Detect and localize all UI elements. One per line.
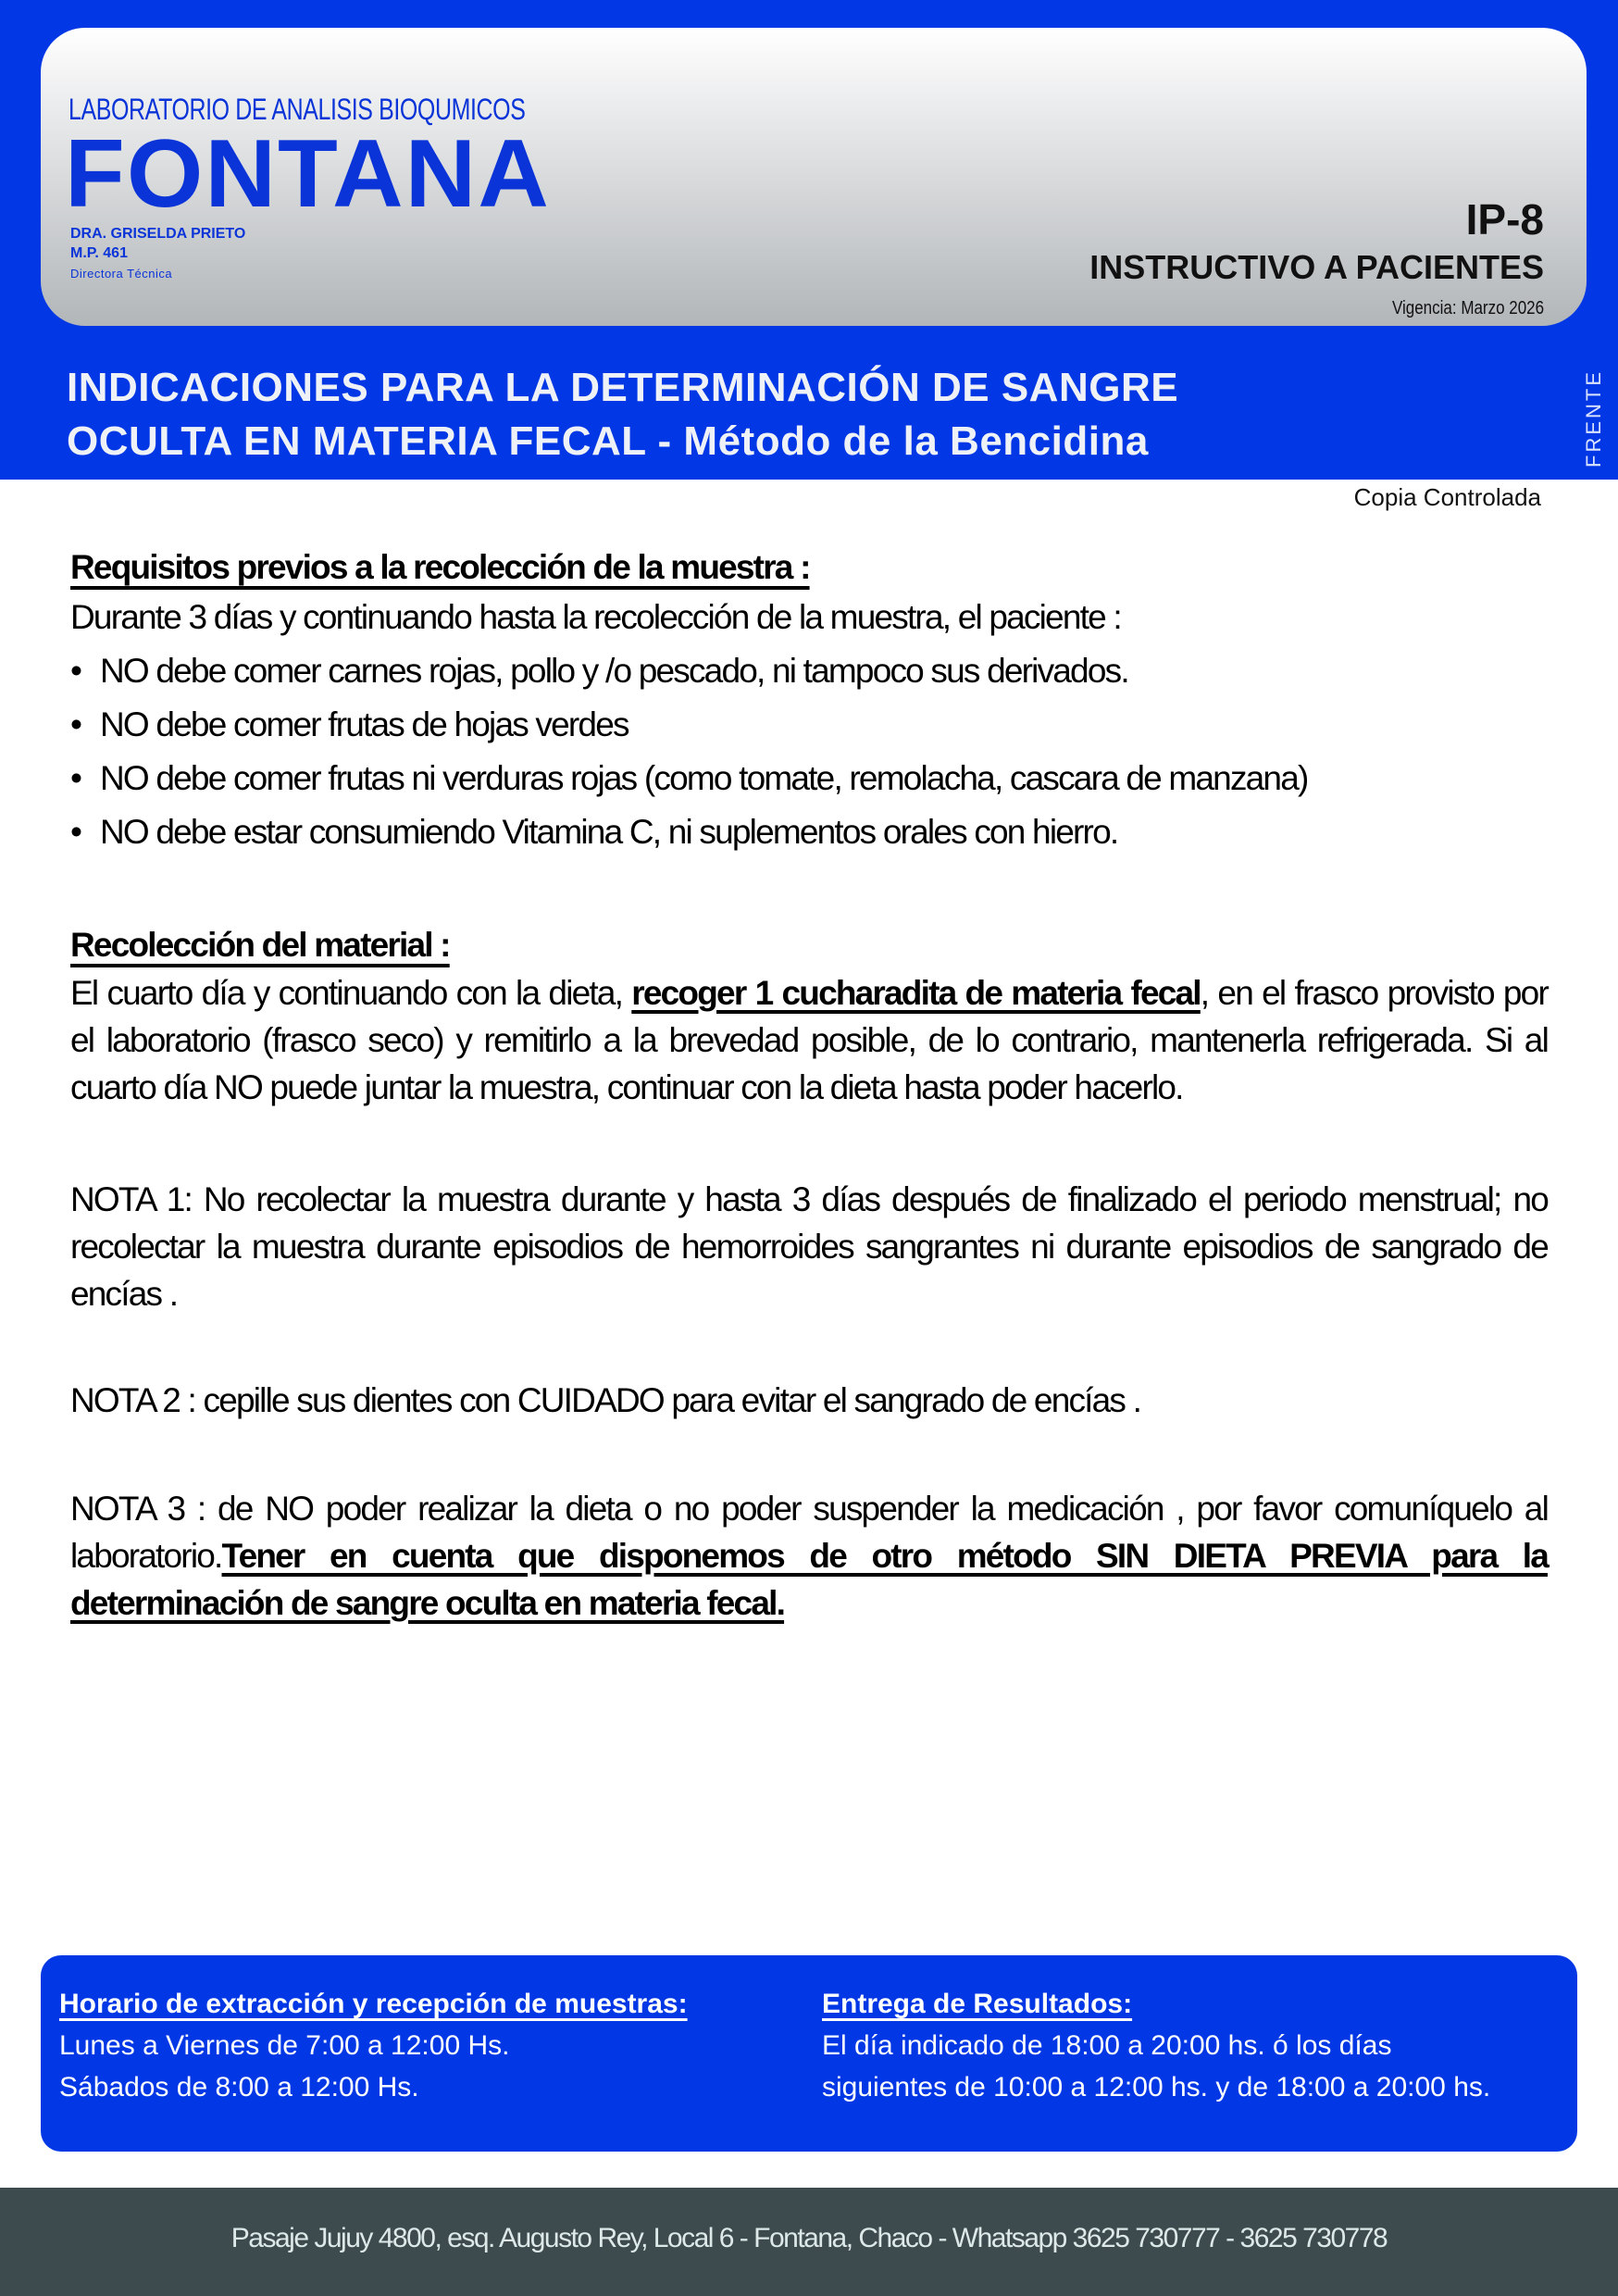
title-line-2: OCULTA EN MATERIA FECAL - Método de la Bencidina [67, 418, 1149, 464]
list-item: • NO debe comer frutas ni verduras rojas (como tomate, remolacha, cascara de manzana) [70, 752, 1548, 805]
validity-date: Vigencia: Marzo 2026 [1391, 298, 1544, 318]
director-role: Directora Técnica [70, 267, 173, 281]
controlled-copy-label: Copia Controlada [1353, 483, 1541, 511]
title-line-1: INDICACIONES PARA LA DETERMINACIÓN DE SANGRE [67, 365, 1179, 410]
collection-text: El cuarto día y continuando con la dieta, recoger 1 cucharadita de materia fecal, en el frasco provisto por el laboratorio (frasco seco) y remitirlo a la brevedad posible, de lo contrario, mantenerla refrigerada. Si al cuarto día NO puede juntar la muestra, continuar con la dieta hasta poder hacerlo. [70, 974, 1548, 1106]
bullet-icon: • [70, 759, 81, 797]
lab-logo-name: FONTANA [65, 120, 551, 228]
side-label: FRENTE [1582, 369, 1605, 468]
results-heading: Entrega de Resultados: [822, 1989, 1133, 2019]
director-mp: M.P. 461 [70, 245, 128, 261]
extraction-line: Lunes a Viernes de 7:00 a 12:00 Hs. [59, 2030, 510, 2061]
bullet-icon: • [70, 705, 81, 743]
list-item: • NO debe comer carnes rojas, pollo y /o pescado, ni tampoco sus derivados. [70, 644, 1548, 698]
collection-section [70, 921, 1548, 1111]
requirements-section [70, 544, 1548, 859]
note-1: NOTA 1: No recolectar la muestra durante y hasta 3 días después de finalizado el periodo menstrual; no recolectar la muestra durante episodios de hemorroides sangrantes ni durante episodios de sangrado de encías . [70, 1180, 1548, 1313]
collection-heading: Recolección del material : [70, 926, 450, 964]
note-3-emphasis: Tener en cuenta que disponemos de otro método SIN DIETA PREVIA para la determinación de sangre oculta en materia fecal. [70, 1537, 1548, 1622]
footer-address: Pasaje Jujuy 4800, esq. Augusto Rey, Local 6 - Fontana, Chaco - Whatsapp 3625 730777 - 3625 730778 [230, 2223, 1388, 2253]
director-name: DRA. GRISELDA PRIETO [70, 226, 246, 242]
extraction-line: Sábados de 8:00 a 12:00 Hs. [59, 2072, 419, 2103]
results-line: siguientes de 10:00 a 12:00 hs. y de 18:00 a 20:00 hs. [822, 2072, 1491, 2103]
hours-panel [41, 1955, 1577, 2152]
results-hours [822, 1983, 1490, 2108]
document-code: IP-8 [1465, 195, 1544, 243]
requirements-heading: Requisitos previos a la recolección de la muestra : [70, 548, 810, 586]
footer-bar [0, 2188, 1618, 2296]
bullet-icon: • [70, 652, 81, 690]
extraction-heading: Horario de extracción y recepción de muestras: [59, 1989, 688, 2019]
list-item: • NO debe comer frutas de hojas verdes [70, 698, 1548, 752]
collection-emphasis: recoger 1 cucharadita de materia fecal [631, 974, 1201, 1012]
requirements-list [70, 644, 1548, 859]
results-line: El día indicado de 18:00 a 20:00 hs. ó los días [822, 2030, 1392, 2061]
note-2: NOTA 2 : cepille sus dientes con CUIDADO para evitar el sangrado de encías . [70, 1381, 1141, 1419]
lab-subtitle: LABORATORIO DE ANALISIS BIOQUMICOS [68, 93, 526, 126]
requirements-intro: Durante 3 días y continuando hasta la recolección de la muestra, el paciente : [70, 598, 1121, 636]
extraction-hours [59, 1983, 688, 2108]
document-type: INSTRUCTIVO A PACIENTES [1089, 248, 1544, 286]
note-3: NOTA 3 : de NO poder realizar la dieta o no poder suspender la medicación , por favor comuníquelo al laboratorio.Tener en cuenta que disponemos de otro método SIN DIETA PREVIA para la determinación de sangre oculta en materia fecal. [70, 1490, 1548, 1622]
bullet-icon: • [70, 813, 81, 851]
list-item: • NO debe estar consumiendo Vitamina C, ni suplementos orales con hierro. [70, 805, 1548, 859]
page-title [67, 361, 1178, 468]
